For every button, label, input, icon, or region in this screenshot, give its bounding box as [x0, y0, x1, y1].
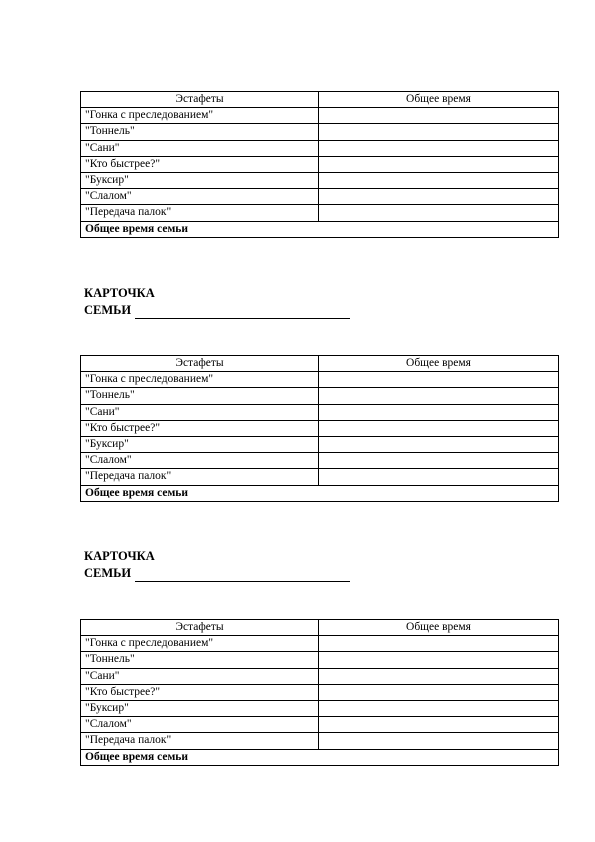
table-header-row: [81, 620, 559, 636]
relay-table-3: [80, 619, 559, 766]
header-relays: Эстафеты: [81, 620, 319, 636]
time-cell[interactable]: [319, 668, 559, 684]
relay-name: "Сани": [81, 404, 319, 420]
time-cell[interactable]: [319, 388, 559, 404]
time-cell[interactable]: [319, 372, 559, 388]
table-row: [81, 420, 559, 436]
relay-name: "Кто быстрее?": [81, 156, 319, 172]
header-relays: Эстафеты: [81, 92, 319, 108]
family-total-label: Общее время семьи: [81, 221, 559, 237]
header-total-time: Общее время: [319, 92, 559, 108]
relay-name: "Буксир": [81, 436, 319, 452]
relay-name: "Слалом": [81, 717, 319, 733]
time-cell[interactable]: [319, 189, 559, 205]
family-total-label: Общее время семьи: [81, 749, 559, 765]
time-cell[interactable]: [319, 108, 559, 124]
table-row: [81, 172, 559, 188]
relay-name: "Передача палок": [81, 733, 319, 749]
relay-name: "Слалом": [81, 453, 319, 469]
family-label: СЕМЬИ: [84, 303, 132, 317]
table-row: [81, 436, 559, 452]
table-header-row: [81, 92, 559, 108]
relay-name: "Кто быстрее?": [81, 420, 319, 436]
relay-table-2: [80, 355, 559, 502]
family-name-blank[interactable]: [135, 306, 350, 319]
table-row: [81, 189, 559, 205]
family-line: [84, 302, 350, 319]
table-row: [81, 372, 559, 388]
total-row: [81, 749, 559, 765]
table-row: [81, 108, 559, 124]
table-row: [81, 668, 559, 684]
header-relays: Эстафеты: [81, 356, 319, 372]
table-row: [81, 684, 559, 700]
card-heading-2: [84, 285, 350, 319]
table-row: [81, 700, 559, 716]
time-cell[interactable]: [319, 420, 559, 436]
relay-name: "Гонка с преследованием": [81, 372, 319, 388]
time-cell[interactable]: [319, 205, 559, 221]
time-cell[interactable]: [319, 636, 559, 652]
table-row: [81, 205, 559, 221]
time-cell[interactable]: [319, 453, 559, 469]
relay-name: "Сани": [81, 140, 319, 156]
total-row: [81, 221, 559, 237]
table-row: [81, 636, 559, 652]
table-header-row: [81, 356, 559, 372]
header-total-time: Общее время: [319, 620, 559, 636]
table-row: [81, 156, 559, 172]
relay-table-1: [80, 91, 559, 238]
relay-name: "Кто быстрее?": [81, 684, 319, 700]
relay-name: "Гонка с преследованием": [81, 636, 319, 652]
relay-name: "Сани": [81, 668, 319, 684]
relay-name: "Слалом": [81, 189, 319, 205]
time-cell[interactable]: [319, 124, 559, 140]
family-name-blank[interactable]: [135, 569, 350, 582]
table-row: [81, 733, 559, 749]
time-cell[interactable]: [319, 172, 559, 188]
relay-name: "Гонка с преследованием": [81, 108, 319, 124]
total-row: [81, 485, 559, 501]
time-cell[interactable]: [319, 717, 559, 733]
table-row: [81, 652, 559, 668]
time-cell[interactable]: [319, 469, 559, 485]
family-line: [84, 565, 350, 582]
relay-name: "Тоннель": [81, 124, 319, 140]
card-title: КАРТОЧКА: [84, 549, 155, 563]
time-cell[interactable]: [319, 140, 559, 156]
table-row: [81, 453, 559, 469]
time-cell[interactable]: [319, 684, 559, 700]
family-total-label: Общее время семьи: [81, 485, 559, 501]
time-cell[interactable]: [319, 436, 559, 452]
table-row: [81, 717, 559, 733]
table-row: [81, 388, 559, 404]
table-row: [81, 404, 559, 420]
table-row: [81, 124, 559, 140]
time-cell[interactable]: [319, 156, 559, 172]
table-row: [81, 469, 559, 485]
time-cell[interactable]: [319, 733, 559, 749]
card-title: КАРТОЧКА: [84, 286, 155, 300]
time-cell[interactable]: [319, 652, 559, 668]
relay-name: "Передача палок": [81, 205, 319, 221]
time-cell[interactable]: [319, 700, 559, 716]
relay-name: "Тоннель": [81, 388, 319, 404]
header-total-time: Общее время: [319, 356, 559, 372]
relay-name: "Передача палок": [81, 469, 319, 485]
table-row: [81, 140, 559, 156]
relay-name: "Тоннель": [81, 652, 319, 668]
card-heading-3: [84, 548, 350, 582]
relay-name: "Буксир": [81, 700, 319, 716]
relay-name: "Буксир": [81, 172, 319, 188]
time-cell[interactable]: [319, 404, 559, 420]
family-label: СЕМЬИ: [84, 566, 132, 580]
